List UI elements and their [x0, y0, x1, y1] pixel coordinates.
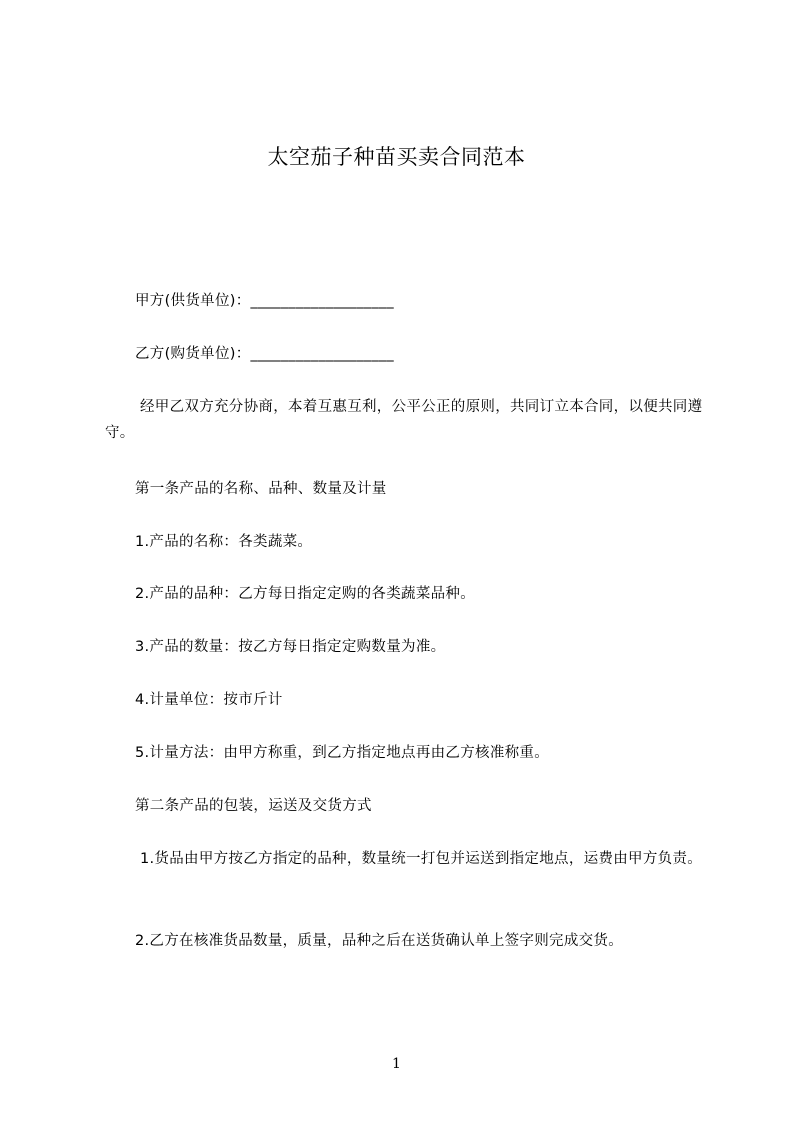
preamble-paragraph: 经甲乙双方充分协商，本着互惠互利，公平公正的原则，共同订立本合同，以便共同遵守。	[105, 399, 703, 441]
article2-item: 2.乙方在核准货品数量，质量，品种之后在送货确认单上签字则完成交货。	[135, 933, 624, 949]
article1-item: 1.产品的名称：各类蔬菜。	[135, 534, 313, 550]
article2-item: 1.货品由甲方按乙方指定的品种，数量统一打包并运送到指定地点，运费由甲方负责。	[140, 851, 703, 867]
party-a-line: 甲方(供货单位)：___________________	[135, 293, 394, 309]
article1-item: 2.产品的品种：乙方每日指定定购的各类蔬菜品种。	[135, 586, 476, 602]
article1-item: 5.计量方法：由甲方称重，到乙方指定地点再由乙方核准称重。	[135, 745, 550, 761]
page-number: 1	[392, 1056, 401, 1072]
article1-item: 3.产品的数量：按乙方每日指定定购数量为准。	[135, 639, 446, 655]
article1-item: 4.计量单位：按市斤计	[135, 692, 283, 708]
document-title: 太空茄子种苗买卖合同范本	[267, 145, 526, 169]
article1-heading: 第一条产品的名称、品种、数量及计量	[135, 481, 387, 497]
party-b-line: 乙方(购货单位)：___________________	[135, 346, 394, 362]
article2-heading: 第二条产品的包装，运送及交货方式	[135, 798, 372, 814]
